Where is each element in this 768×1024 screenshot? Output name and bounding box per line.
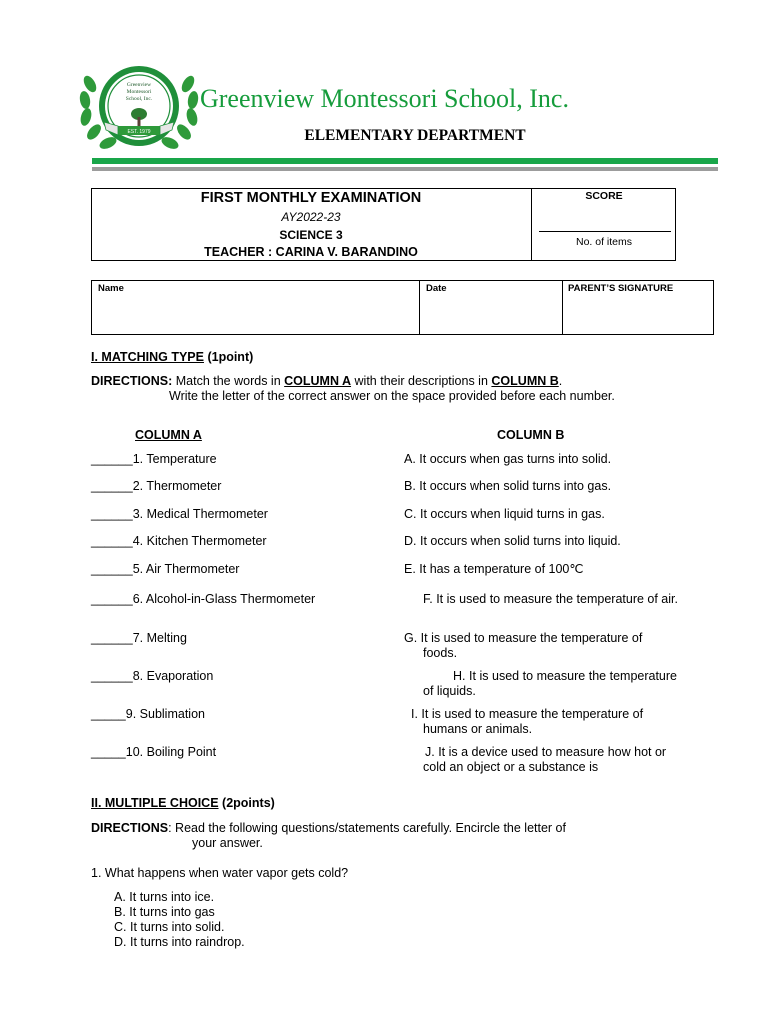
- header-rule-gray: [92, 167, 718, 171]
- directions-continuation: your answer.: [192, 836, 263, 850]
- logo-text-3: School, Inc.: [125, 96, 153, 102]
- directions-label: DIRECTIONS: [91, 821, 169, 835]
- logo-text-2: Montessori: [126, 89, 152, 95]
- column-b-item: J. It is a device used to measure how hot or cold an object or a substance is: [423, 745, 667, 774]
- section-1-points: (1point): [207, 350, 254, 364]
- items-label: No. of items: [575, 236, 633, 248]
- column-b-item: H. It is used to measure the temperature of liquids.: [423, 669, 677, 698]
- column-b-item: D. It occurs when solid turns into liquid.: [404, 534, 621, 548]
- score-label: SCORE: [585, 190, 623, 202]
- school-name: Greenview Montessori School, Inc.: [200, 84, 569, 113]
- academic-year: AY2022-23: [281, 210, 341, 224]
- department-title: ELEMENTARY DEPARTMENT: [304, 127, 526, 144]
- directions-text: : Read the following questions/statements carefully. Encircle the letter of: [168, 821, 566, 835]
- column-a-item: ______1. Temperature: [91, 452, 217, 466]
- header-rule-green: [92, 158, 718, 164]
- directions-label: DIRECTIONS:: [91, 374, 173, 388]
- score-field[interactable]: [539, 231, 671, 232]
- column-b-item: E. It has a temperature of 100℃: [404, 562, 584, 576]
- column-a-item: ______6. Alcohol-in-Glass Thermometer: [91, 592, 316, 606]
- column-b-item: I. It is used to measure the temperature of humans or animals.: [411, 707, 644, 736]
- logo-est-text: EST. 1979: [127, 129, 151, 135]
- answer-option[interactable]: A. It turns into ice.: [114, 890, 215, 904]
- column-a-item: ______7. Melting: [91, 631, 187, 645]
- column-a-item: ______3. Medical Thermometer: [91, 507, 268, 521]
- name-label: Name: [98, 283, 124, 294]
- exam-title: FIRST MONTHLY EXAMINATION: [200, 190, 422, 206]
- column-b-item: G. It is used to measure the temperature of foods.: [404, 631, 643, 660]
- info-divider: [562, 280, 563, 335]
- answer-option[interactable]: B. It turns into gas: [114, 905, 215, 919]
- section-2-directions: [91, 821, 677, 851]
- column-a-item: _____9. Sublimation: [91, 707, 205, 721]
- column-b-item: A. It occurs when gas turns into solid.: [404, 452, 612, 466]
- column-a-item: ______4. Kitchen Thermometer: [91, 534, 267, 548]
- column-a-item: ______8. Evaporation: [91, 669, 214, 683]
- column-b-item: B. It occurs when solid turns into gas.: [404, 479, 612, 493]
- column-b-item: C. It occurs when liquid turns in gas.: [404, 507, 605, 521]
- parent-signature-label: PARENT’S SIGNATURE: [568, 283, 674, 294]
- column-a-item: ______2. Thermometer: [91, 479, 222, 493]
- column-b-reference: COLUMN B: [491, 374, 559, 388]
- answer-option[interactable]: D. It turns into raindrop.: [114, 935, 245, 949]
- column-a-header: COLUMN A: [135, 428, 202, 442]
- column-a-item: _____10. Boiling Point: [91, 745, 217, 759]
- section-2-title: II. MULTIPLE CHOICE: [91, 796, 219, 810]
- column-b-header: COLUMN B: [497, 428, 565, 442]
- directions-text: Match the words in: [175, 374, 281, 388]
- subject: SCIENCE 3: [279, 228, 343, 242]
- section-2-heading: [91, 796, 275, 811]
- column-b-item: F. It is used to measure the temperature of air.: [423, 592, 678, 606]
- logo-text-1: Greenview: [126, 82, 152, 88]
- section-1-directions: [91, 374, 677, 404]
- section-1-title: I. MATCHING TYPE: [91, 350, 204, 364]
- answer-option[interactable]: C. It turns into solid.: [114, 920, 225, 934]
- date-label: Date: [426, 283, 447, 294]
- question-1: 1. What happens when water vapor gets cold?: [91, 866, 349, 880]
- directions-text: with their descriptions in: [354, 374, 488, 388]
- directions-continuation: Write the letter of the correct answer on the space provided before each number.: [169, 389, 615, 403]
- column-a-item: ______5. Air Thermometer: [91, 562, 240, 576]
- section-2-points: (2points): [222, 796, 275, 810]
- section-1-heading: [91, 350, 253, 365]
- teacher: TEACHER : CARINA V. BARANDINO: [204, 245, 418, 259]
- directions-text: .: [558, 374, 563, 388]
- info-divider: [419, 280, 420, 335]
- column-a-reference: COLUMN A: [284, 374, 352, 388]
